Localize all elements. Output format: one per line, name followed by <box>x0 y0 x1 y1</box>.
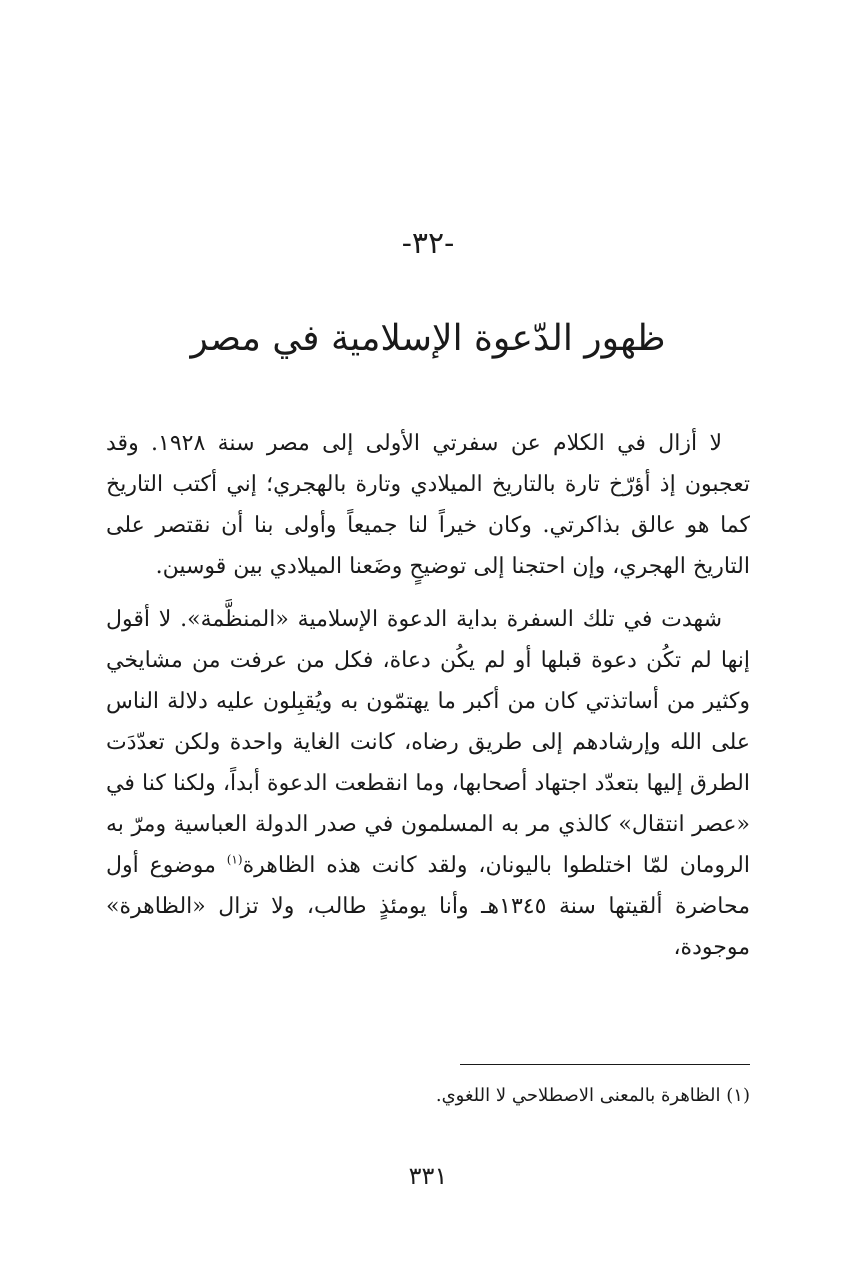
chapter-title: ظهور الدّعوة الإسلامية في مصر <box>190 318 666 359</box>
footnote-reference: (١) <box>226 852 243 867</box>
paragraph-2-part-1: شهدت في تلك السفرة بداية الدعوة الإسلامية «المنظَّمة». لا أقول إنها لم تكُن دعوة قبلها أو لم يكُن دعاة، فكل من عرفت من مشايخي وكثير من أساتذتي كان من أكبر ما يهتمّون به ويُقبِلون عليه دلالة الناس على الله وإرشادهم إلى طريق رضاه، كانت الغاية واحدة ولكن تعدّدَت الطرق إليها بتعدّد اجتهاد أصحابها، وما انقطعت الدعوة أبداً، ولكنا كنا في «عصر انتقال» كالذي مر به المسلمون في صدر الدولة العباسية ومرّ به الرومان لمّا اختلطوا باليونان، ولقد كانت هذه الظاهرة <box>106 607 750 878</box>
page-number: ٣٣١ <box>408 1162 448 1190</box>
footnote: (١) الظاهرة بالمعنى الاصطلاحي لا اللغوي. <box>435 1085 750 1106</box>
footnote-divider <box>460 1064 750 1065</box>
chapter-number: -٣٢- <box>401 226 455 261</box>
paragraph-1: لا أزال في الكلام عن سفرتي الأولى إلى مصر سنة ١٩٢٨. وقد تعجبون إذ أؤرّخ تارة بالتاريخ الميلادي وتارة بالهجري؛ إني أكتب التاريخ كما هو عالق بذاكرتي. وكان خيراً لنا جميعاً وأولى بنا أن نقتصر على التاريخ الهجري، وإن احتجنا إلى توضيحٍ وضَعنا الميلادي بين قوسين. <box>106 431 750 579</box>
body-text <box>106 423 750 980</box>
paragraph-2-part-2: موضوع أول محاضرة ألقيتها سنة ١٣٤٥هـ وأنا يومئذٍ طالب، ولا تزال «الظاهرة» موجودة، <box>106 853 750 960</box>
paragraph-2 <box>106 599 750 968</box>
